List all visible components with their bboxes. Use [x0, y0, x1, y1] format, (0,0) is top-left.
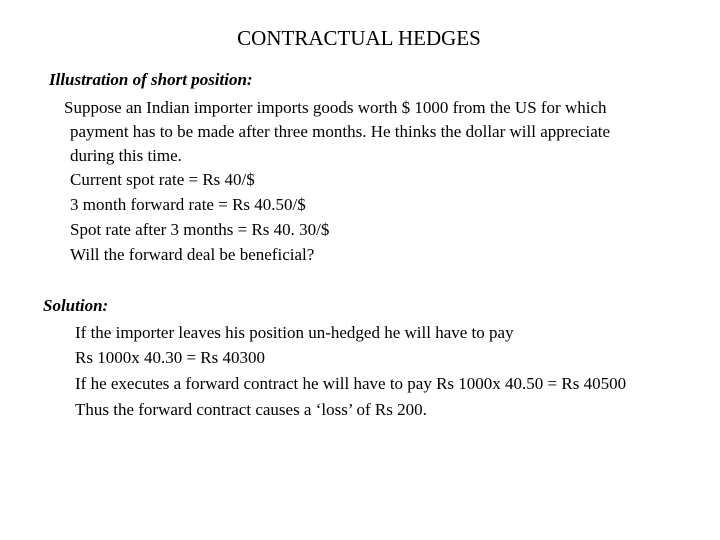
illustration-line: Suppose an Indian importer imports goods worth $ 1000 from the US for which: [64, 98, 607, 117]
illustration-line: Spot rate after 3 months = Rs 40. 30/$: [70, 220, 330, 239]
illustration-line: Current spot rate = Rs 40/$: [70, 170, 255, 189]
illustration-line: 3 month forward rate = Rs 40.50/$: [70, 195, 306, 214]
solution-line: Rs 1000x 40.30 = Rs 40300: [75, 348, 265, 367]
solution-line: If the importer leaves his position un-hedged he will have to pay: [75, 323, 514, 342]
solution-line: If he executes a forward contract he will have to pay Rs 1000x 40.50 = Rs 40500: [75, 374, 627, 393]
solution-line: Thus the forward contract causes a ‘loss’ of Rs 200.: [75, 400, 427, 419]
illustration-line: during this time.: [70, 146, 182, 165]
solution-heading: Solution:: [43, 296, 109, 315]
slide-title: CONTRACTUAL HEDGES: [237, 26, 481, 50]
illustration-heading: Illustration of short position:: [49, 70, 253, 89]
illustration-line: Will the forward deal be beneficial?: [70, 245, 315, 264]
illustration-line: payment has to be made after three months. He thinks the dollar will appreciate: [70, 122, 611, 141]
